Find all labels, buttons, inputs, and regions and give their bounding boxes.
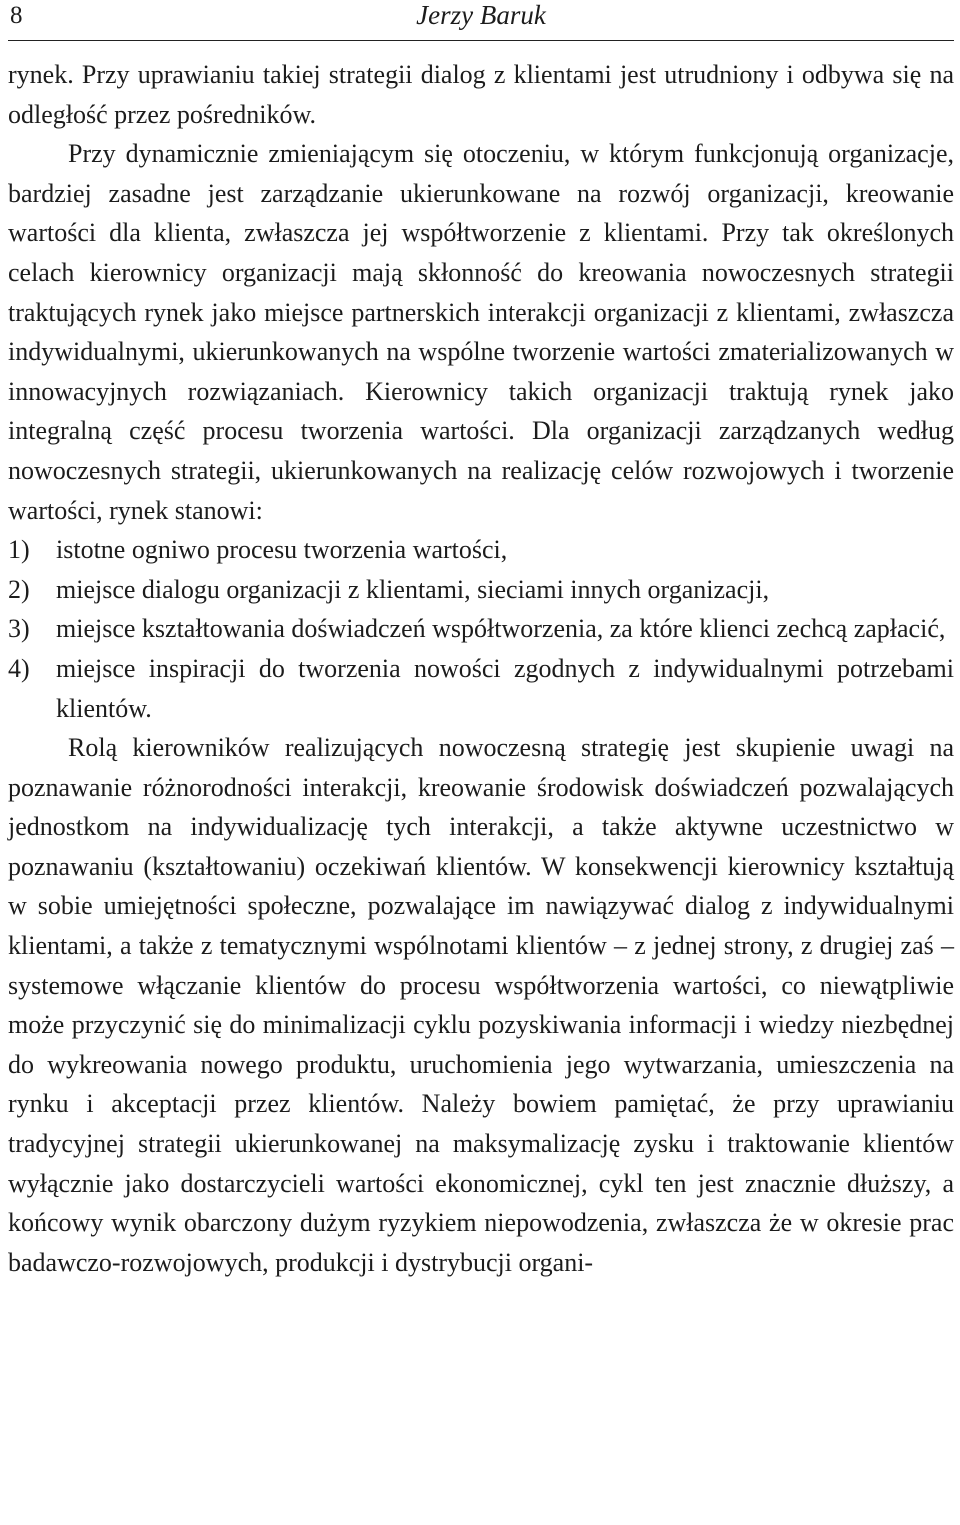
list-item-text: istotne ogniwo procesu tworzenia wartości, xyxy=(56,535,508,565)
list-item-text: miejsce dialogu organizacji z klientami, sieciami innych organizacji, xyxy=(56,574,770,604)
page-number: 8 xyxy=(10,2,23,29)
page-header xyxy=(8,0,954,41)
running-head-author: Jerzy Baruk xyxy=(416,0,546,30)
list-item-number: 3) xyxy=(8,614,30,644)
list-item-number: 4) xyxy=(8,653,30,683)
list-item xyxy=(8,649,954,728)
list-item xyxy=(8,609,954,649)
list-item-text: miejsce inspiracji do tworzenia nowości zgodnych z indywidualnymi potrzebami klientów. xyxy=(56,653,954,723)
paragraph: Przy dynamicznie zmieniającym się otoczeniu, w którym funkcjonują organizacje, bardziej zasadne jest zarządzanie ukierunkowane na rozwój organizacji, kreowanie wartości dla klienta, zwłaszcza jej współtworzenie z klientami. Przy tak określonych celach kierownicy organizacji mają skłonność do kreowania nowoczesnych strategii traktujących rynek jako miejsce partnerskich interakcji organizacji z klientami, zwłaszcza indywidualnymi, ukierunkowanych na wspólne tworzenie wartości zmaterializowanych w innowacyjnych rozwiązaniach. Kierownicy takich organizacji traktują rynek jako integralną część procesu tworzenia wartości. Dla organizacji zarządzanych według nowoczesnych strategii, ukierunkowanych na realizację celów rozwojowych i tworzenie wartości, rynek stanowi: xyxy=(8,139,954,525)
paragraph-continuation: rynek. Przy uprawianiu takiej strategii dialog z klientami jest utrudniony i odbywa się na odległość przez pośredników. xyxy=(8,60,954,129)
list-item xyxy=(8,530,954,570)
list-item-number: 2) xyxy=(8,574,30,604)
paragraph: Rolą kierowników realizujących nowoczesną strategię jest skupienie uwagi na poznawanie różnorodności interakcji, kreowanie środowisk doświadczeń pozwalających jednostkom na indywidualizację tych interakcji, a także aktywne uczestnictwo w poznawaniu (kształtowaniu) oczekiwań klientów. W konsekwencji kierownicy kształtują w sobie umiejętności społeczne, pozwalające im nawiązywać dialog z indywidualnymi klientami, a także z tematycznymi wspólnotami klientów – z jednej strony, z drugiej zaś – systemowe włączanie klientów do procesu współtworzenia wartości, co niewątpliwie może przyczynić się do minimalizacji cyklu pozyskiwania informacji i wiedzy niezbędnej do wykreowania nowego produktu, uruchomienia jego wytwarzania, umieszczenia na rynku i akceptacji przez klientów. Należy bowiem pamiętać, że przy uprawianiu tradycyjnej strategii ukierunkowanej na maksymalizację zysku i traktowanie klientów wyłącznie jako dostarczycieli wartości ekonomicznej, cykl ten jest znacznie dłuższy, a końcowy wynik obarczony dużym ryzykiem niepowodzenia, zwłaszcza że w okresie prac badawczo-rozwojowych, produkcji i dystrybucji organi- xyxy=(8,733,954,1277)
list-item-number: 1) xyxy=(8,535,30,565)
list-item-text: miejsce kształtowania doświadczeń współtworzenia, za które klienci zechcą zapłacić, xyxy=(56,614,946,644)
numbered-list xyxy=(8,530,954,728)
list-item xyxy=(8,570,954,610)
body-text xyxy=(8,55,954,1282)
